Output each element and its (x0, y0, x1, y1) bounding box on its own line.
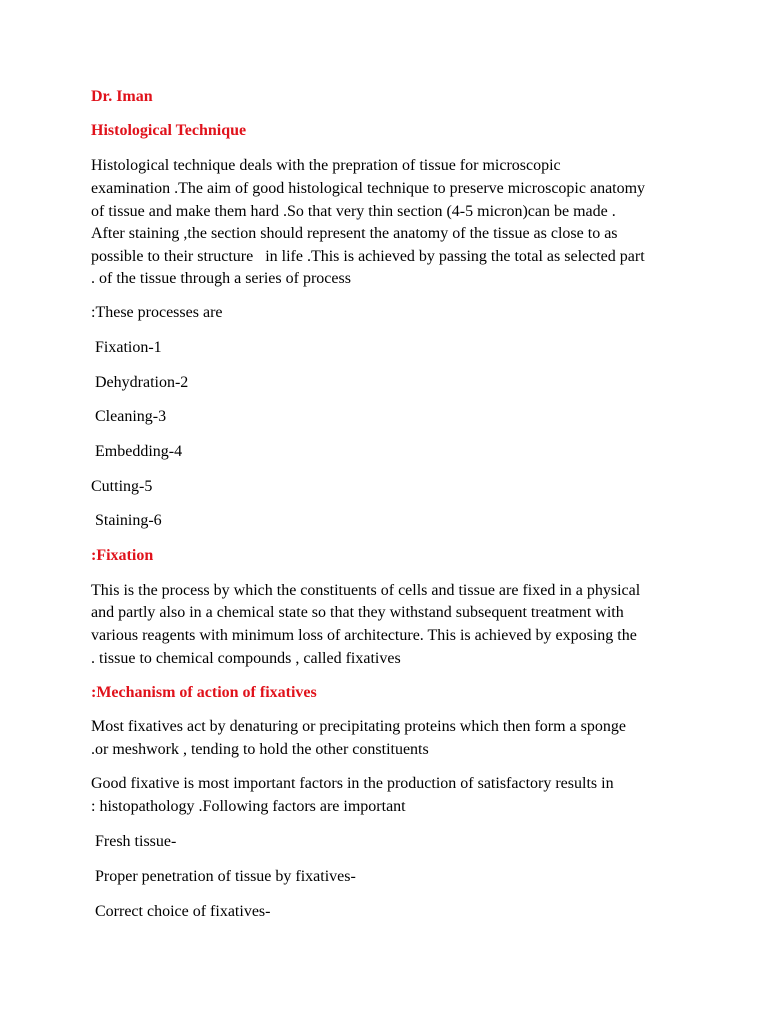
intro-line: possible to their structure in life .This is achieved by passing the total as selected part (91, 248, 645, 265)
mechanism-line: .or meshwork , tending to hold the other constituents (91, 741, 429, 758)
fixation-line: This is the process by which the constituents of cells and tissue are fixed in a physical (91, 582, 641, 599)
factor-item: Fresh tissue- (91, 833, 177, 850)
fixation-heading: :Fixation (91, 547, 154, 564)
good-fixative-line: : histopathology .Following factors are important (91, 798, 406, 815)
process-item: Dehydration-2 (91, 374, 189, 391)
process-item: Embedding-4 (91, 443, 183, 460)
intro-line: Histological technique deals with the prepration of tissue for microscopic (91, 157, 561, 174)
fixation-line: . tissue to chemical compounds , called fixatives (91, 650, 401, 667)
document-title: Histological Technique (91, 122, 247, 139)
intro-line: After staining ,the section should represent the anatomy of the tissue as close to as (91, 225, 618, 242)
intro-line: of tissue and make them hard .So that very thin section (4-5 micron)can be made . (91, 203, 616, 220)
processes-intro: :These processes are (91, 304, 223, 321)
process-item: Staining-6 (91, 512, 162, 529)
process-item: Cleaning-3 (91, 408, 167, 425)
process-item: Fixation-1 (91, 339, 162, 356)
mechanism-line: Most fixatives act by denaturing or precipitating proteins which then form a sponge (91, 718, 626, 735)
intro-line: examination .The aim of good histological technique to preserve microscopic anatomy (91, 180, 646, 197)
factor-item: Correct choice of fixatives- (91, 903, 271, 920)
mechanism-heading: :Mechanism of action of fixatives (91, 684, 317, 701)
author-heading: Dr. Iman (91, 88, 153, 105)
fixation-line: and partly also in a chemical state so that they withstand subsequent treatment with (91, 604, 624, 621)
factor-item: Proper penetration of tissue by fixatives- (91, 868, 356, 885)
good-fixative-line: Good fixative is most important factors in the production of satisfactory results in (91, 775, 614, 792)
intro-line: . of the tissue through a series of process (91, 270, 351, 287)
fixation-line: various reagents with minimum loss of architecture. This is achieved by exposing the (91, 627, 637, 644)
process-item: Cutting-5 (91, 478, 153, 495)
